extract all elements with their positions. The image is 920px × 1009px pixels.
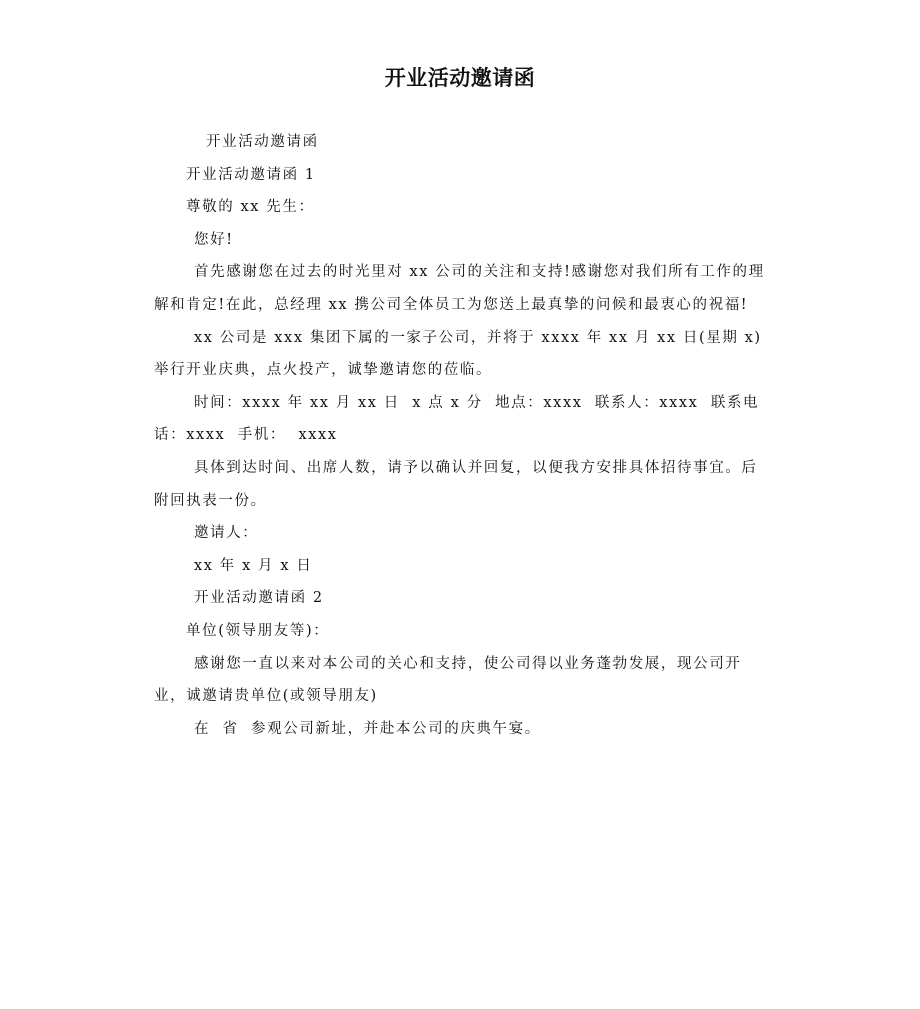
- letter-date: xx 年 x 月 x 日: [194, 557, 313, 574]
- paragraph-invitation: 感谢您一直以来对本公司的关心和支持，使公司得以业务蓬勃发展，现公司开业，诚邀请贵单位(或领导朋友): [154, 655, 742, 705]
- subtitle: 开业活动邀请函: [206, 134, 319, 150]
- document-body: [154, 126, 766, 745]
- paragraph-thanks: 首先感谢您在过去的时光里对 xx 公司的关注和支持!感谢您对我们所有工作的理解和肯定!在此，总经理 xx 携公司全体员工为您送上最真挚的问候和最衷心的祝福!: [154, 264, 765, 313]
- section-heading-2: 开业活动邀请函 2: [194, 590, 324, 607]
- document-title: 开业活动邀请函: [384, 66, 536, 90]
- paragraph-event-details: 时间：xxxx 年 xx 月 xx 日 x 点 x 分 地点：xxxx 联系人：xxxx 联系电话：xxxx 手机： xxxx: [154, 394, 760, 444]
- greeting: 您好!: [194, 231, 234, 248]
- paragraph-company-intro: xx 公司是 xxx 集团下属的一家子公司，并将于 xxxx 年 xx 月 xx 日(星期 x)举行开业庆典，点火投产，诚挚邀请您的莅临。: [154, 329, 762, 379]
- salutation: 尊敬的 xx 先生：: [186, 199, 315, 216]
- paragraph-rsvp: 具体到达时间、出席人数，请予以确认并回复，以便我方安排具体招待事宜。后附回执表一份。: [154, 459, 758, 509]
- paragraph-venue: 在 省 参观公司新址，并赴本公司的庆典午宴。: [194, 720, 541, 737]
- inviter-label: 邀请人：: [194, 525, 259, 542]
- section-heading-1: 开业活动邀请函 1: [186, 166, 316, 183]
- recipient-unit: 单位(领导朋友等)：: [186, 622, 330, 639]
